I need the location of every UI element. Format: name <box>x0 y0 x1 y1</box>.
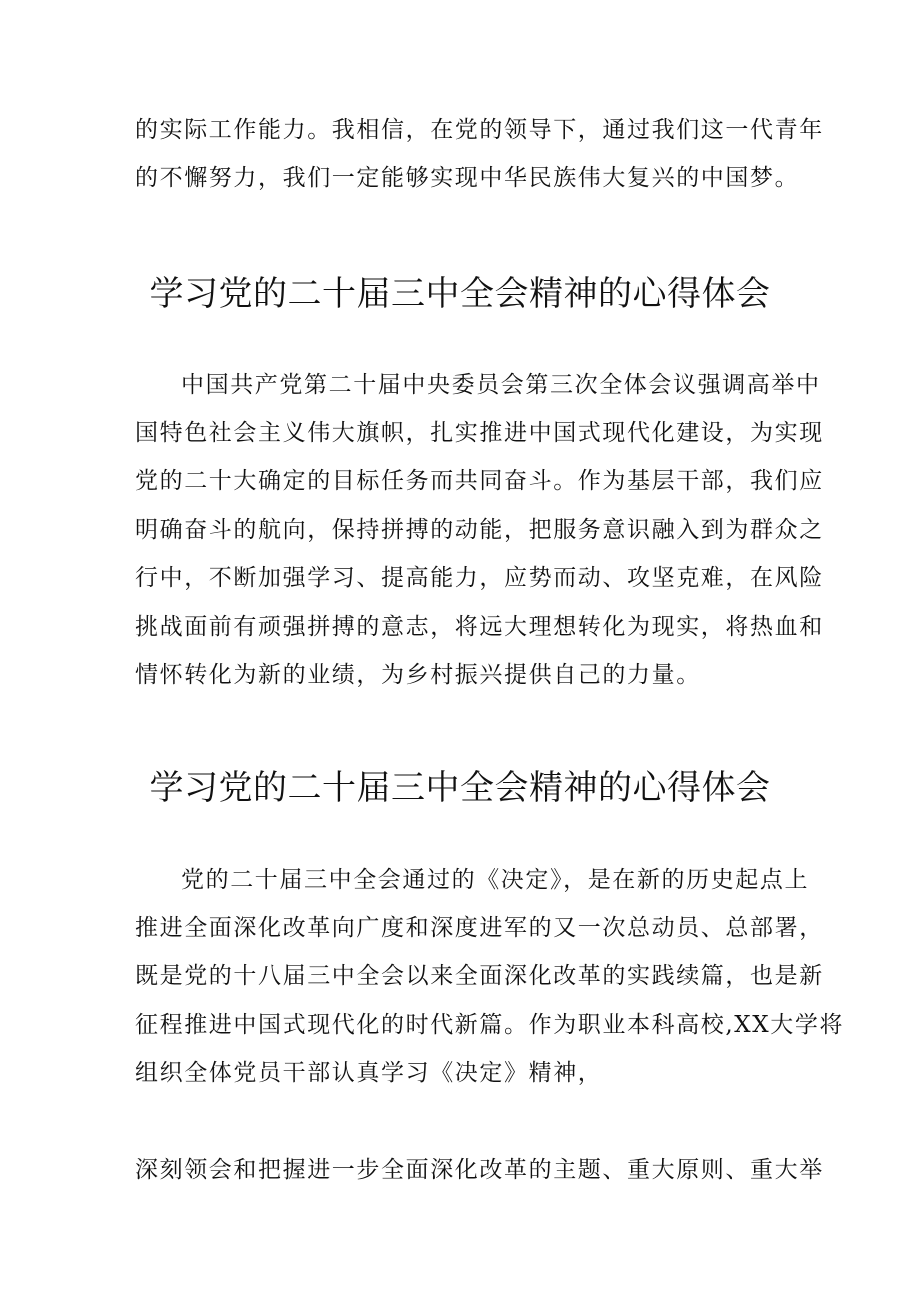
paragraph-line: 推进全面深化改革向广度和深度进军的又一次总动员、总部署， <box>135 915 824 941</box>
paragraph-line: 挑战面前有顽强拼搏的意志，将远大理想转化为现实，将热血和 <box>135 614 824 640</box>
paragraph-line: 明确奋斗的航向，保持拼搏的动能，把服务意识融入到为群众之 <box>135 517 824 543</box>
paragraph-line: 征程推进中国式现代化的时代新篇。作为职业本科高校,XX大学将 <box>135 1012 845 1038</box>
section-title: 学习党的二十届三中全会精神的心得体会 <box>149 768 771 808</box>
paragraph-line: 党的二十届三中全会通过的《决定》，是在新的历史起点上 <box>181 867 810 893</box>
section-title: 学习党的二十届三中全会精神的心得体会 <box>149 274 771 314</box>
paragraph-line: 深刻领会和把握进一步全面深化改革的主题、重大原则、重大举 <box>135 1157 824 1183</box>
paragraph-line: 国特色社会主义伟大旗帜，扎实推进中国式现代化建设，为实现 <box>135 420 824 446</box>
paragraph-line: 的不懈努力，我们一定能够实现中华民族伟大复兴的中国梦。 <box>135 165 800 191</box>
paragraph-line: 党的二十大确定的目标任务而共同奋斗。作为基层干部，我们应 <box>135 468 824 494</box>
paragraph-line: 行中，不断加强学习、提高能力，应势而动、攻坚克难，在风险 <box>135 565 824 591</box>
paragraph-line: 中国共产党第二十届中央委员会第三次全体会议强调高举中 <box>181 372 821 398</box>
paragraph-line: 既是党的十八届三中全会以来全面深化改革的实践续篇，也是新 <box>135 963 824 989</box>
paragraph-line: 情怀转化为新的业绩，为乡村振兴提供自己的力量。 <box>135 662 701 688</box>
paragraph-line: 组织全体党员干部认真学习《决定》精神， <box>135 1060 603 1086</box>
paragraph-line: 的实际工作能力。我相信，在党的领导下，通过我们这一代青年 <box>135 117 824 143</box>
